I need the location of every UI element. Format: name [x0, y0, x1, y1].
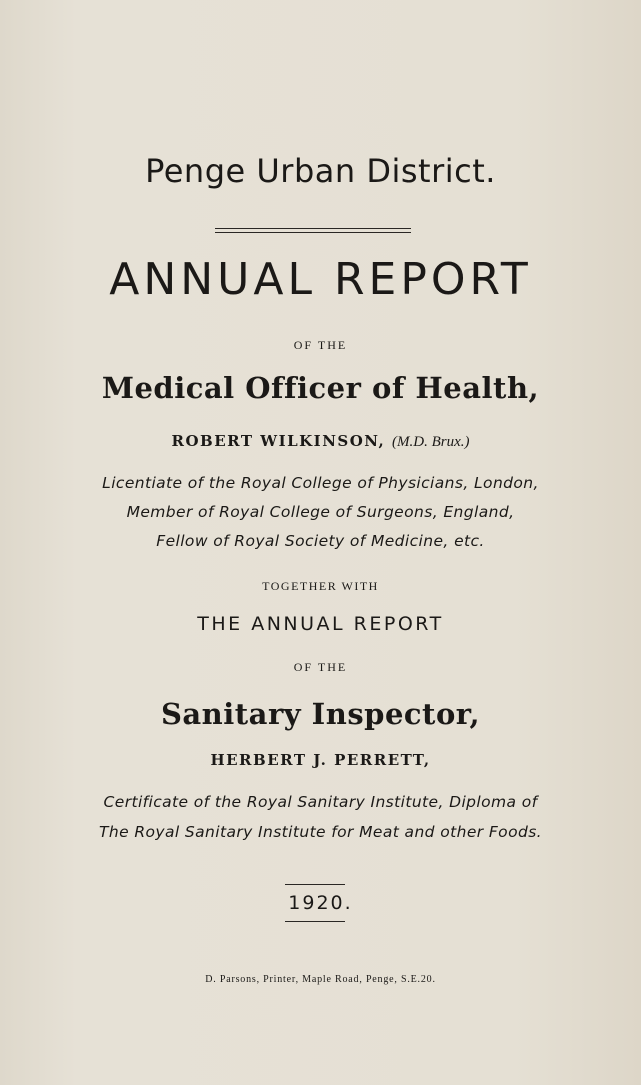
officer-name: ROBERT WILKINSON, — [171, 432, 386, 450]
of-the-label: OF THE — [293, 338, 348, 352]
office-medical-officer: Medical Officer of Health, — [101, 371, 540, 405]
printer-imprint: D. Parsons, Printer, Maple Road, Penge, S.E.20. — [205, 974, 436, 985]
inspector-name: HERBERT J. PERRETT, — [210, 751, 431, 769]
certificate-line: The Royal Sanitary Institute for Meat and other Foods. — [98, 823, 542, 841]
of-the-label: OF THE — [293, 660, 348, 674]
year-rule-bottom — [285, 921, 345, 922]
district-title: Penge Urban District. — [145, 152, 496, 190]
officer-name-line — [0, 432, 641, 451]
office-sanitary-inspector: Sanitary Inspector, — [160, 697, 481, 731]
together-with-label: TOGETHER WITH — [262, 579, 379, 593]
qualification-line: Member of Royal College of Surgeons, England, — [126, 503, 515, 521]
double-rule — [215, 228, 411, 233]
report-heading: ANNUAL REPORT — [109, 254, 532, 305]
year-rule-top — [285, 884, 345, 885]
report-year: 1920. — [288, 892, 353, 914]
certificate-line: Certificate of the Royal Sanitary Institute, Diploma of — [103, 793, 538, 811]
qualification-line: Licentiate of the Royal College of Physicians, London, — [102, 474, 539, 492]
qualification-line: Fellow of Royal Society of Medicine, etc. — [156, 532, 485, 550]
second-report-heading: THE ANNUAL REPORT — [197, 613, 444, 635]
officer-degree: (M.D. Brux.) — [392, 434, 470, 450]
